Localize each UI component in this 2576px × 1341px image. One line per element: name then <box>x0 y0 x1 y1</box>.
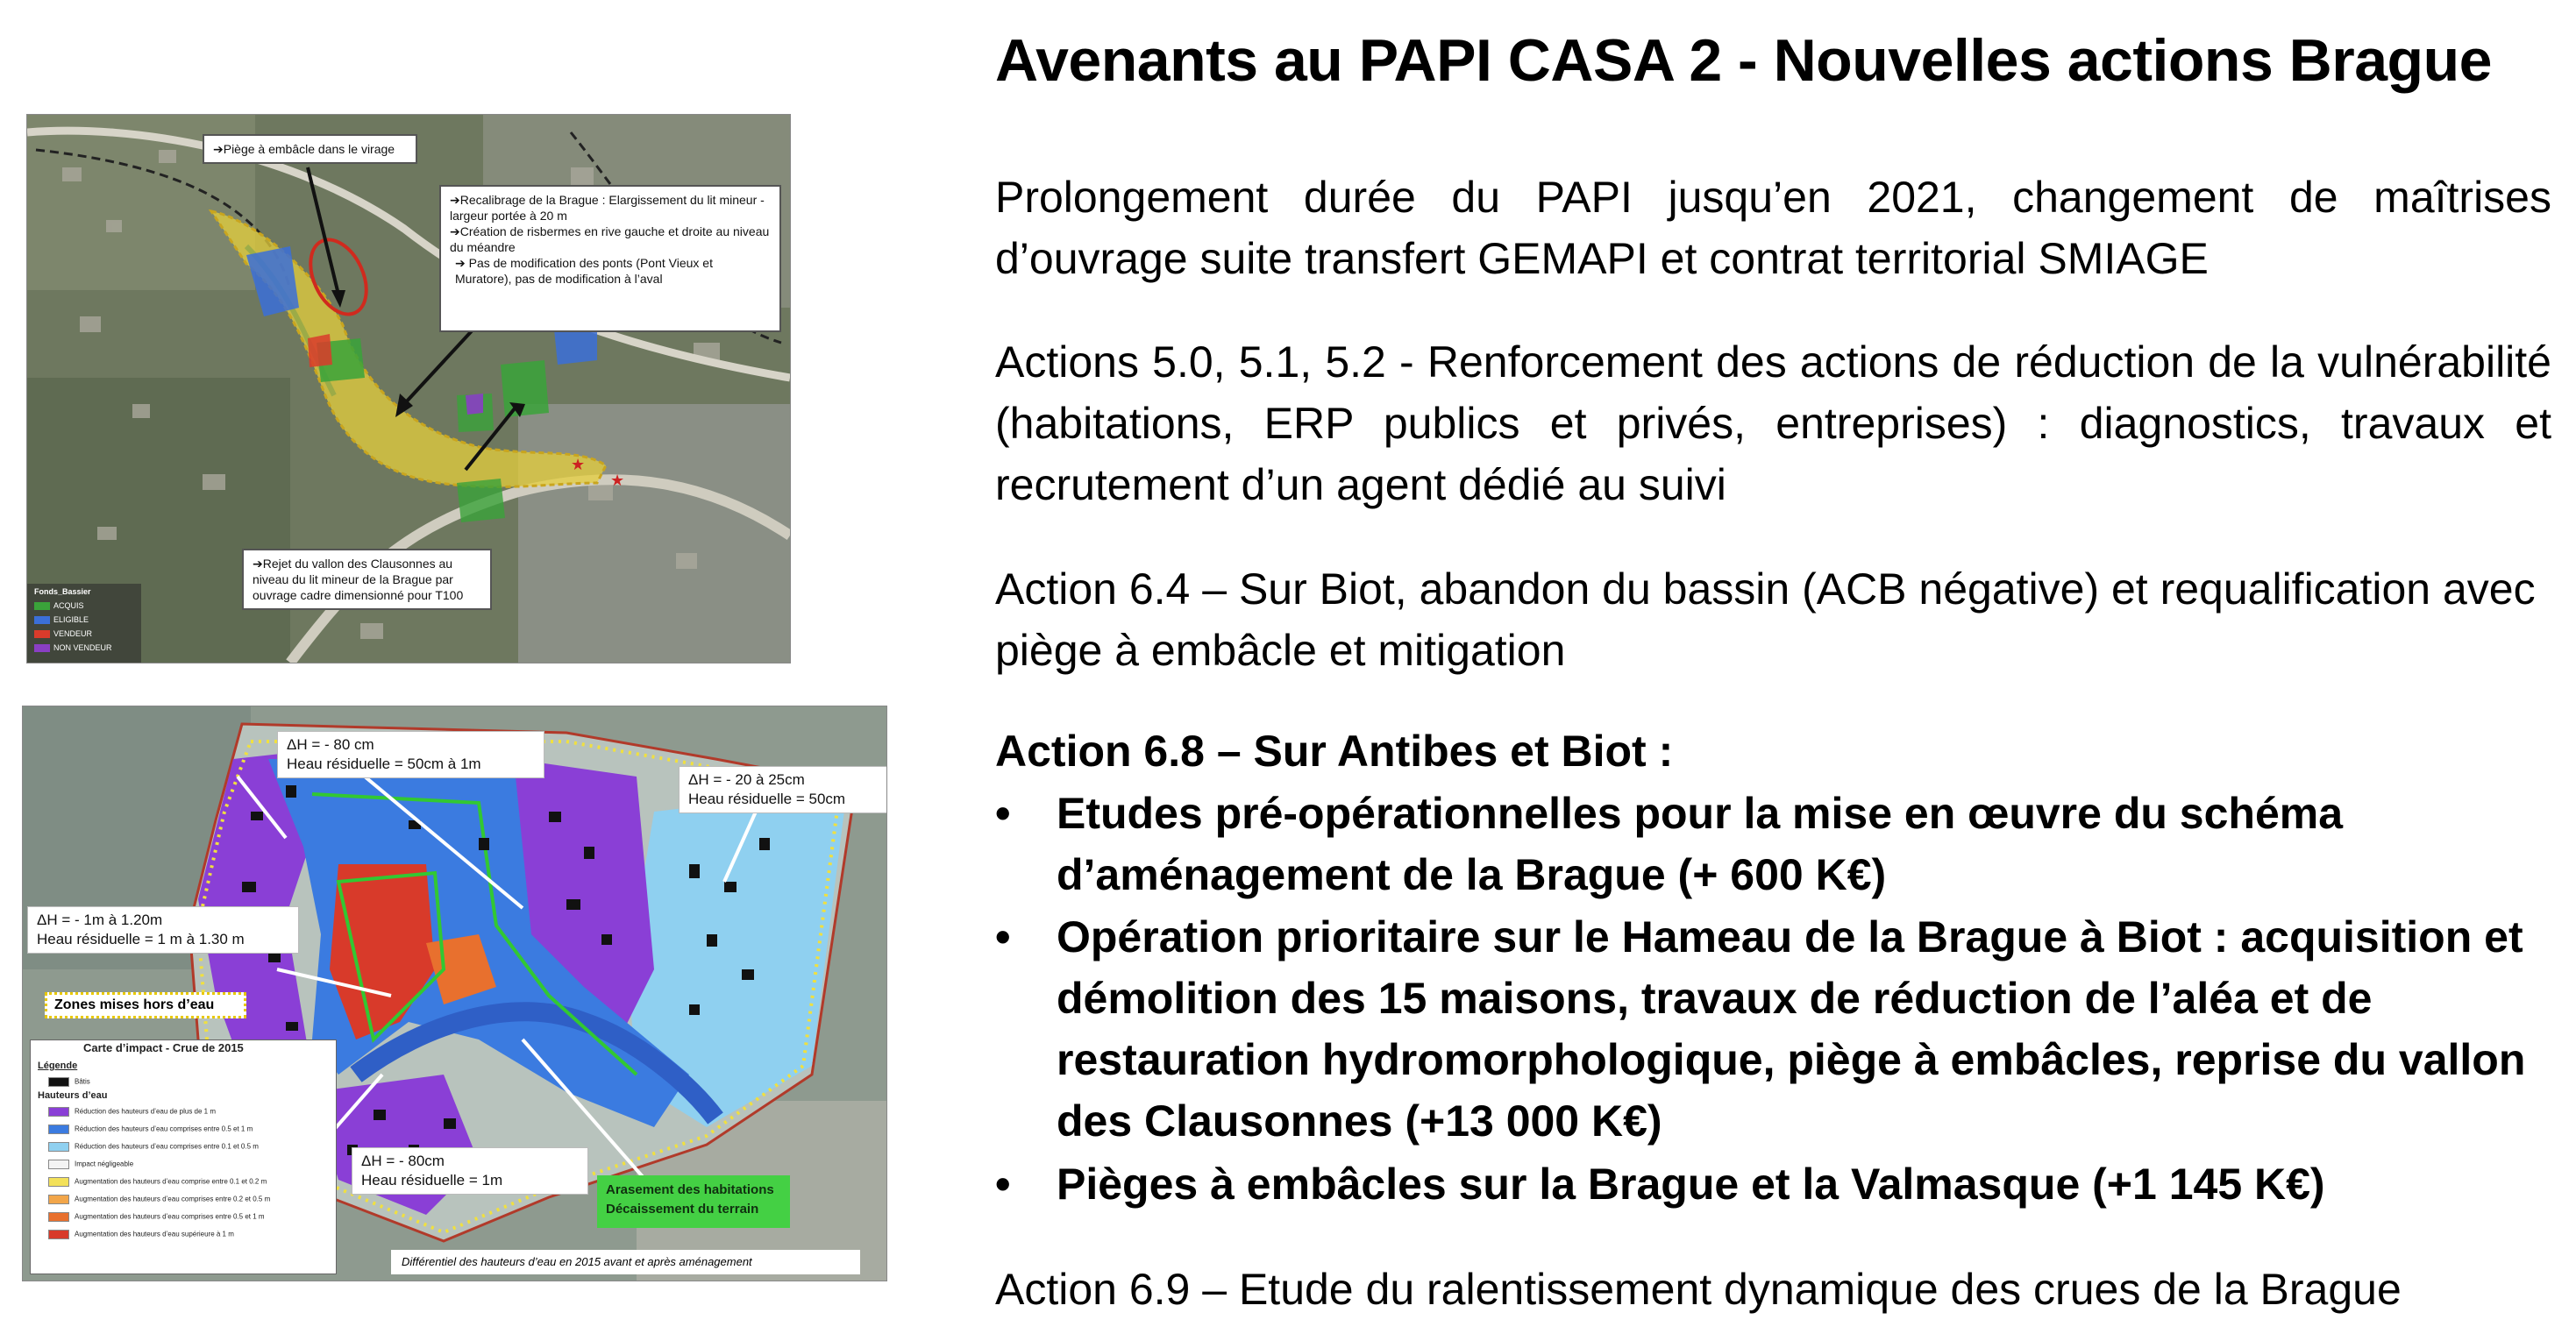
callout-line: ΔH = - 80 cm <box>287 736 374 753</box>
callout-line: ΔH = - 1m à 1.20m <box>37 912 163 928</box>
legend-swatch <box>48 1107 69 1117</box>
map1-legend <box>27 584 141 663</box>
callout-line: ΔH = - 20 à 25cm <box>688 771 805 788</box>
bullet-glyph: • <box>995 789 1011 838</box>
legend-swatch <box>34 616 50 624</box>
legend-label: NON VENDEUR <box>53 643 112 652</box>
paragraph-actions-5: Actions 5.0, 5.1, 5.2 - Renforcement des actions de réduction de la vulnérabilité (habitations, ERP publics et privés, entreprises) : diagnostics, travaux et recrutement d’un agent dédié au suivi <box>995 337 2551 509</box>
legend-title: Carte d’impact - Crue de 2015 <box>83 1041 244 1054</box>
arasement-line: Arasement des habitations <box>606 1182 774 1197</box>
legend-swatch <box>34 644 50 652</box>
legend-swatch <box>48 1230 69 1239</box>
bullet-item-etudes <box>995 783 2551 905</box>
aerial-plan-map <box>26 114 791 663</box>
zones-hors-eau-label: Zones mises hors d’eau <box>45 992 246 1018</box>
bullet-glyph: • <box>995 1160 1011 1209</box>
legend-item-bati <box>48 1077 90 1087</box>
legend-item <box>48 1177 267 1187</box>
callout-line: ➔ Pas de modification des ponts (Pont Vieux et Muratore), pas de modification à l’aval <box>455 256 713 286</box>
legend-label: ELIGIBLE <box>53 615 89 624</box>
callout-dh-1m <box>27 906 299 954</box>
legend-swatch <box>34 630 50 638</box>
legend-item <box>48 1195 270 1204</box>
map2-caption: Différentiel des hauteurs d’eau en 2015 avant et après aménagement <box>391 1250 860 1274</box>
legend-label: Réduction des hauteurs d’eau comprises entre 0.5 et 1 m <box>75 1125 253 1133</box>
legend-item <box>48 1160 133 1169</box>
legend-subtitle: Légende <box>38 1061 78 1071</box>
impact-map <box>22 706 887 1281</box>
callout-line: Heau résiduelle = 1 m à 1.30 m <box>37 931 245 947</box>
bullet-item-pieges <box>995 1153 2551 1215</box>
legend-label: Réduction des hauteurs d’eau de plus de 1 m <box>75 1107 216 1116</box>
legend-item <box>34 629 92 639</box>
legend-label: Augmentation des hauteurs d’eau comprise entre 0.1 et 0.2 m <box>75 1177 267 1186</box>
legend-swatch <box>34 602 50 610</box>
legend-item <box>34 643 112 653</box>
legend-swatch <box>48 1142 69 1152</box>
callout-dh-20-25cm <box>679 766 887 813</box>
paragraph-prolongement: Prolongement durée du PAPI jusqu’en 2021, changement de maîtrises d’ouvrage suite transfert GEMAPI et contrat territorial SMIAGE <box>995 173 2551 283</box>
legend-swatch <box>48 1177 69 1187</box>
callout-line: Heau résiduelle = 1m <box>361 1172 503 1188</box>
bullet-item-operation <box>995 906 2551 1152</box>
legend-item <box>34 615 89 625</box>
callout-line: Heau résiduelle = 50cm à 1m <box>287 756 481 772</box>
legend-item <box>34 601 84 611</box>
bullet-text: Opération prioritaire sur le Hameau de la Brague à Biot : acquisition et démolition des 15 maisons, travaux de réduction de l’aléa et de restauration hydromorphologique, piège à embâcles, reprise du vallon des Clausonnes (+13 000 K€) <box>1057 912 2526 1146</box>
map2-legend <box>30 1039 337 1274</box>
legend-swatch <box>48 1212 69 1222</box>
bullet-text: Pièges à embâcles sur la Brague et la Valmasque (+1 145 K€) <box>1057 1160 2325 1209</box>
callout-line: ➔Création de risbermes en rive gauche et droite au niveau du méandre <box>450 224 770 254</box>
callout-rejet-vallon: ➔Rejet du vallon des Clausonnes au niveau du lit mineur de la Brague par ouvrage cadre dimensionné pour T100 <box>242 549 492 610</box>
bullet-glyph: • <box>995 912 1011 961</box>
callout-line: Heau résiduelle = 50cm <box>688 791 846 807</box>
legend-label: Augmentation des hauteurs d’eau comprises entre 0.2 et 0.5 m <box>75 1195 271 1203</box>
paragraph-action-69: Action 6.9 – Etude du ralentissement dynamique des crues de la Brague <box>995 1265 2402 1314</box>
legend-swatch <box>48 1077 69 1087</box>
legend-swatch <box>48 1160 69 1169</box>
legend-label: Impact négligeable <box>75 1160 134 1168</box>
legend-item <box>48 1212 265 1222</box>
callout-piege-embacle: ➔Piège à embâcle dans le virage <box>203 134 417 164</box>
callout-line: ΔH = - 80cm <box>361 1153 445 1169</box>
legend-group: Hauteurs d’eau <box>38 1090 108 1101</box>
legend-item <box>48 1142 259 1152</box>
legend-item <box>48 1107 216 1117</box>
legend-label: Réduction des hauteurs d’eau comprises entre 0.1 et 0.5 m <box>75 1142 259 1151</box>
legend-label: Augmentation des hauteurs d’eau comprises entre 0.5 et 1 m <box>75 1212 265 1221</box>
action-68-heading: Action 6.8 – Sur Antibes et Biot : <box>995 727 1674 776</box>
callout-line: ➔Recalibrage de la Brague : Elargissement du lit mineur - largeur portée à 20 m <box>450 193 765 223</box>
legend-item <box>48 1125 253 1134</box>
legend-title: Fonds_Bassier <box>34 587 91 596</box>
bullet-text: Etudes pré-opérationnelles pour la mise en œuvre du schéma d’aménagement de la Brague (+ 600 K€) <box>1057 789 2344 899</box>
legend-swatch <box>48 1125 69 1134</box>
arasement-line: Décaissement du terrain <box>606 1202 759 1217</box>
paragraph-action-64: Action 6.4 – Sur Biot, abandon du bassin (ACB négative) et requalification avec piège à embâcle et mitigation <box>995 564 2536 675</box>
callout-dh-80cm-top <box>277 731 544 778</box>
callout-recalibrage <box>439 185 781 332</box>
legend-label: ACQUIS <box>53 601 84 610</box>
slide-title: Avenants au PAPI CASA 2 - Nouvelles actions Brague <box>995 27 2492 94</box>
legend-label: Bâtis <box>75 1077 90 1086</box>
legend-label: VENDEUR <box>53 629 93 638</box>
legend-swatch <box>48 1195 69 1204</box>
legend-label: Augmentation des hauteurs d’eau supérieure à 1 m <box>75 1230 234 1238</box>
callout-dh-80cm-bottom <box>352 1147 588 1195</box>
svg-text:★: ★ <box>610 472 625 489</box>
legend-item <box>48 1230 234 1239</box>
arasement-box <box>597 1175 790 1228</box>
svg-text:★: ★ <box>571 456 586 473</box>
